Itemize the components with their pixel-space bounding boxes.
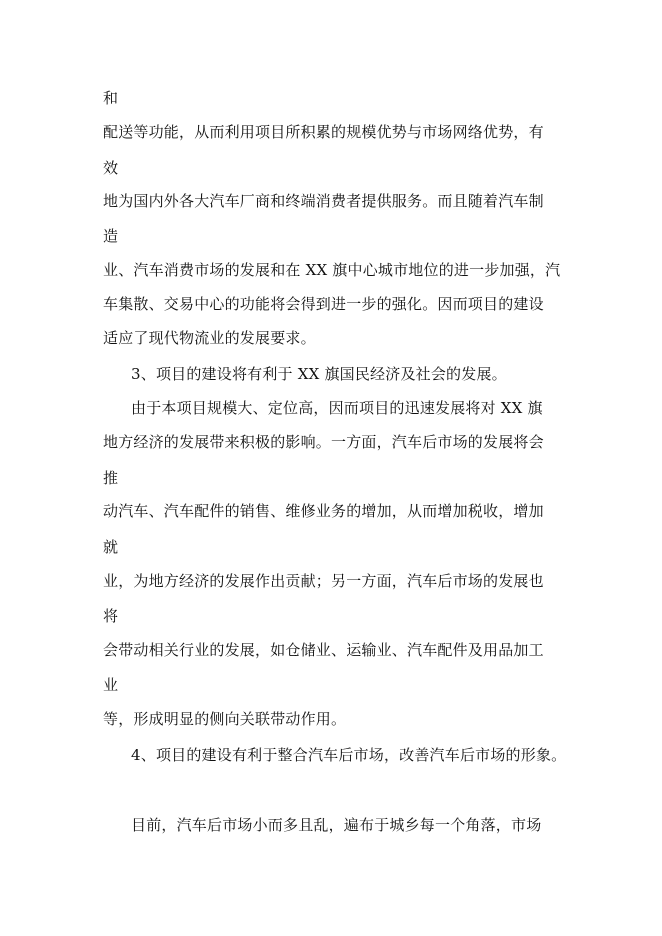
- text-line: 动汽车、汽车配件的销售、维修业务的增加，从而增加税收，增加: [103, 502, 544, 520]
- text-line: 车集散、交易中心的功能将会得到进一步的强化。因而项目的建设: [103, 295, 544, 313]
- paragraph-start: 由于本项目规模大、定位高，因而项目的迅速发展将对 XX 旗: [131, 399, 543, 417]
- text-line: 和: [103, 89, 119, 107]
- text-line: 地为国内外各大汽车厂商和终端消费者提供服务。而且随着汽车制: [103, 192, 544, 210]
- text-line: 业: [103, 676, 119, 694]
- text-line: 配送等功能，从而利用项目所积累的规模优势与市场网络优势，有: [103, 123, 544, 141]
- text-line: 等，形成明显的侧向关联带动作用。: [103, 710, 347, 728]
- text-line: 效: [103, 159, 119, 177]
- text-line: 会带动相关行业的发展，如仓储业、运输业、汽车配件及用品加工: [103, 641, 544, 659]
- paragraph-start: 目前，汽车后市场小而多且乱，遍布于城乡每一个角落，市场: [131, 816, 542, 834]
- section-heading-3: 3、项目的建设将有利于 XX 旗国民经济及社会的发展。: [131, 365, 507, 383]
- text-line: 适应了现代物流业的发展要求。: [103, 329, 316, 347]
- text-line: 地方经济的发展带来积极的影响。一方面，汽车后市场的发展将会: [103, 433, 544, 451]
- text-line: 业、汽车消费市场的发展和在 XX 旗中心城市地位的进一步加强，汽: [103, 261, 561, 279]
- text-line: 业，为地方经济的发展作出贡献；另一方面，汽车后市场的发展也: [103, 572, 544, 590]
- text-line: 就: [103, 538, 119, 556]
- text-line: 造: [103, 227, 119, 245]
- text-line: 将: [103, 607, 119, 625]
- section-heading-4: 4、项目的建设有利于整合汽车后市场，改善汽车后市场的形象。: [131, 746, 567, 764]
- text-line: 推: [103, 469, 119, 487]
